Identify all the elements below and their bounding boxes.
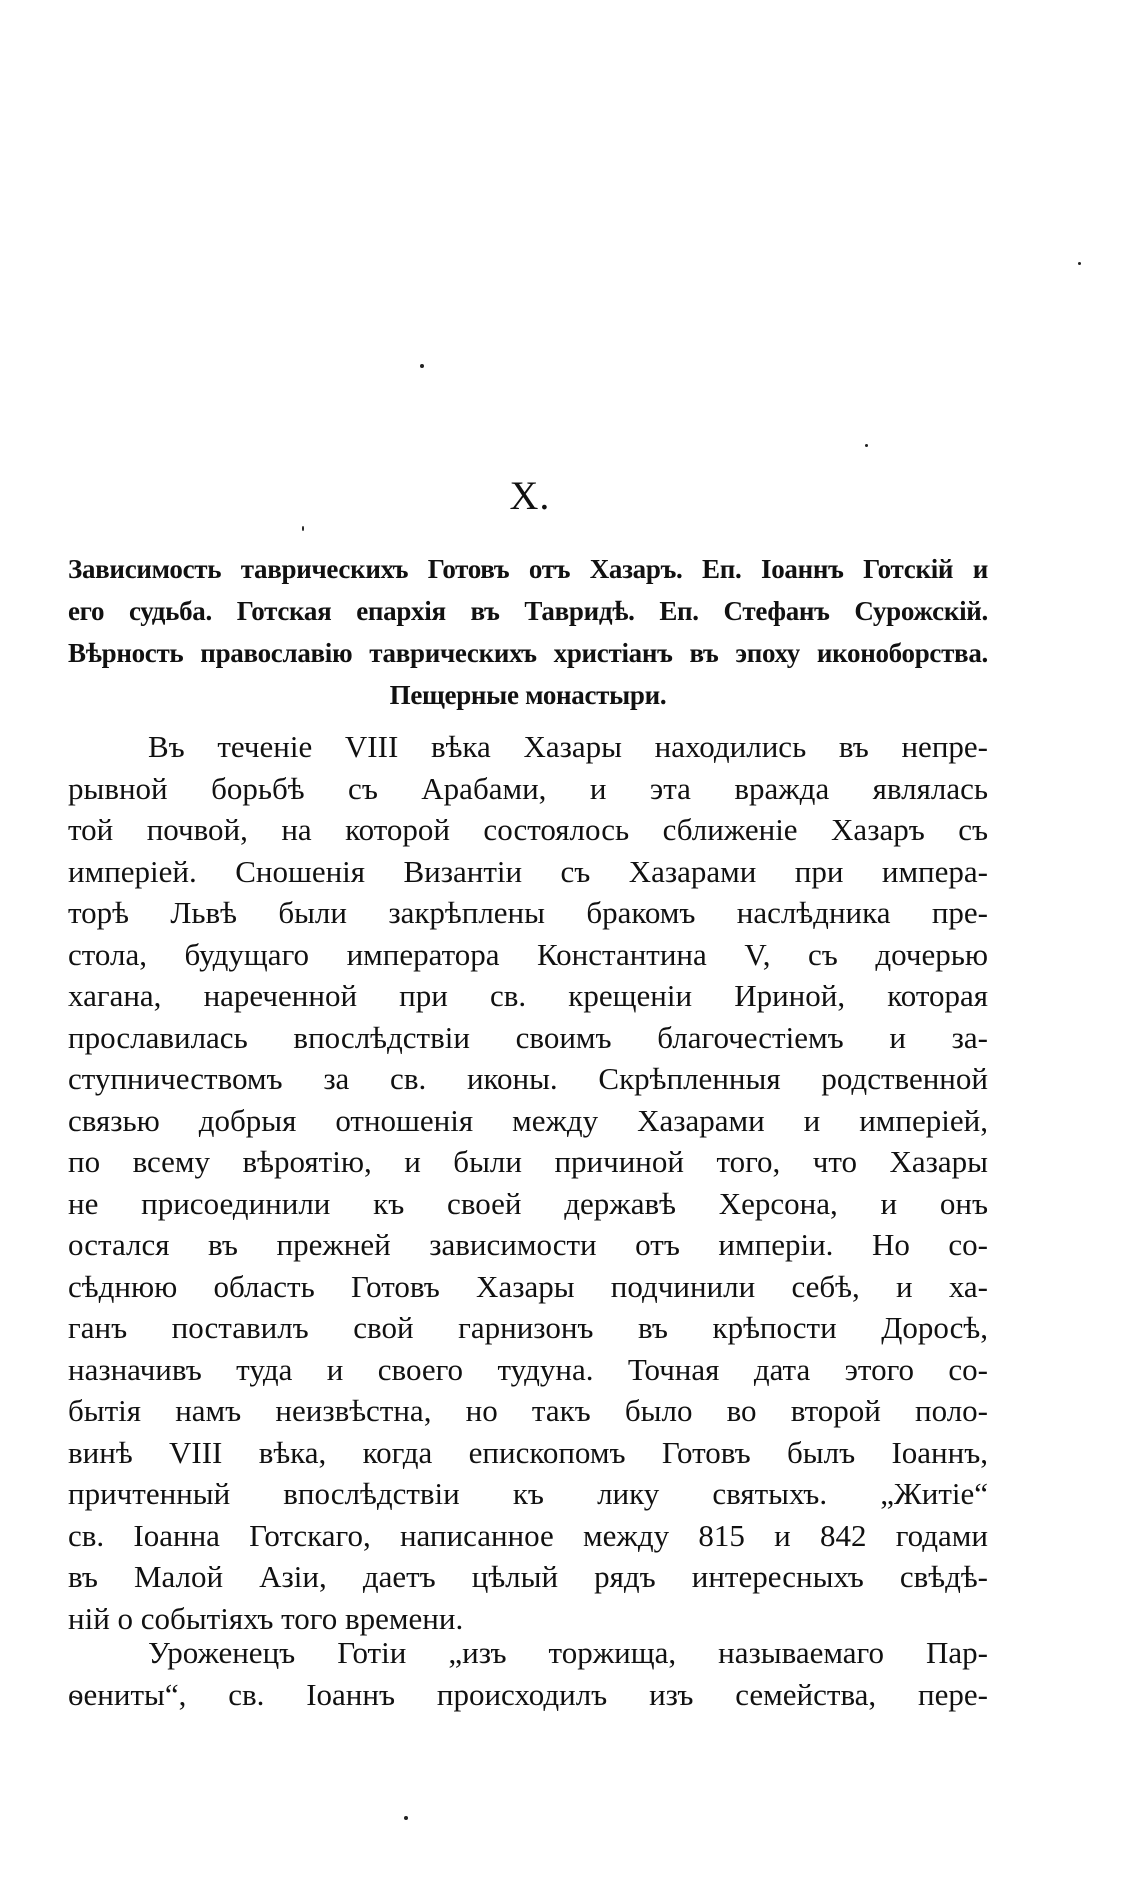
text-line: стола, будущаго императора Константина V, съ дочерью xyxy=(68,936,988,972)
print-speck xyxy=(865,444,868,447)
text-line: винѣ VIII вѣка, когда епископомъ Готовъ былъ Іоаннъ, xyxy=(68,1434,988,1470)
text-line: рывной борьбѣ съ Арабами, и эта вражда являлась xyxy=(68,770,988,806)
text-line: ній о событіяхъ того времени. xyxy=(68,1600,464,1636)
print-speck xyxy=(420,364,424,368)
text-line: прославилась впослѣдствіи своимъ благочестіемъ и за- xyxy=(68,1019,988,1055)
text-line: хагана, нареченной при св. крещеніи Ириной, которая xyxy=(68,978,988,1013)
summary-line: Зависимость таврическихъ Готовъ отъ Хазаръ. Еп. Іоаннъ Готскій и xyxy=(68,554,988,584)
text-line: Въ теченіе VIII вѣка Хазары находились въ непре- xyxy=(148,729,988,764)
text-line: связью добрыя отношенія между Хазарами и имперіей, xyxy=(68,1102,988,1138)
text-line: торѣ Львѣ были закрѣплены бракомъ наслѣдника пре- xyxy=(68,895,988,930)
summary-line: Пещерные монастыри. xyxy=(389,680,667,710)
text-line: назначивъ туда и своего тудуна. Точная дата этого со- xyxy=(68,1351,988,1387)
text-line: сѣднюю область Готовъ Хазары подчинили себѣ, и ха- xyxy=(68,1268,988,1304)
print-speck xyxy=(1078,262,1081,265)
text-line: не присоединили къ своей державѣ Херсона, и онъ xyxy=(68,1185,988,1221)
summary-line: его судьба. Готская епархія въ Тавридѣ. Еп. Стефанъ Сурожскій. xyxy=(68,596,988,626)
print-speck xyxy=(404,1816,408,1820)
text-line: остался въ прежней зависимости отъ имперіи. Но со- xyxy=(68,1227,988,1262)
text-line: по всему вѣроятію, и были причиной того, что Хазары xyxy=(68,1144,988,1179)
text-line: ѳениты“, св. Іоаннъ происходилъ изъ семейства, пере- xyxy=(68,1676,988,1712)
paragraph-2 xyxy=(68,1632,988,1715)
print-speck xyxy=(302,526,304,531)
paragraph-1 xyxy=(68,726,988,1639)
chapter-summary xyxy=(68,548,988,716)
text-line: въ Малой Азіи, даетъ цѣлый рядъ интересныхъ свѣдѣ- xyxy=(68,1559,988,1594)
text-line: ступничествомъ за св. иконы. Скрѣпленныя родственной xyxy=(68,1061,988,1096)
text-line: ганъ поставилъ свой гарнизонъ въ крѣпости Доросѣ, xyxy=(68,1310,988,1345)
text-line: бытія намъ неизвѣстна, но такъ было во второй поло- xyxy=(68,1393,988,1428)
text-line: той почвой, на которой состоялось сближеніе Хазаръ съ xyxy=(68,812,988,847)
text-line: имперіей. Сношенія Византіи съ Хазарами при импера- xyxy=(68,853,988,889)
summary-line: Вѣрность православію таврическихъ христіанъ въ эпоху иконоборства. xyxy=(68,638,988,668)
text-line: причтенный впослѣдствіи къ лику святыхъ. „Житіе“ xyxy=(68,1476,988,1511)
text-line: св. Іоанна Готскаго, написанное между 815 и 842 годами xyxy=(68,1517,988,1553)
chapter-number: X. xyxy=(509,473,551,518)
text-line: Уроженецъ Готіи „изъ торжища, называемаго Пар- xyxy=(148,1635,988,1670)
